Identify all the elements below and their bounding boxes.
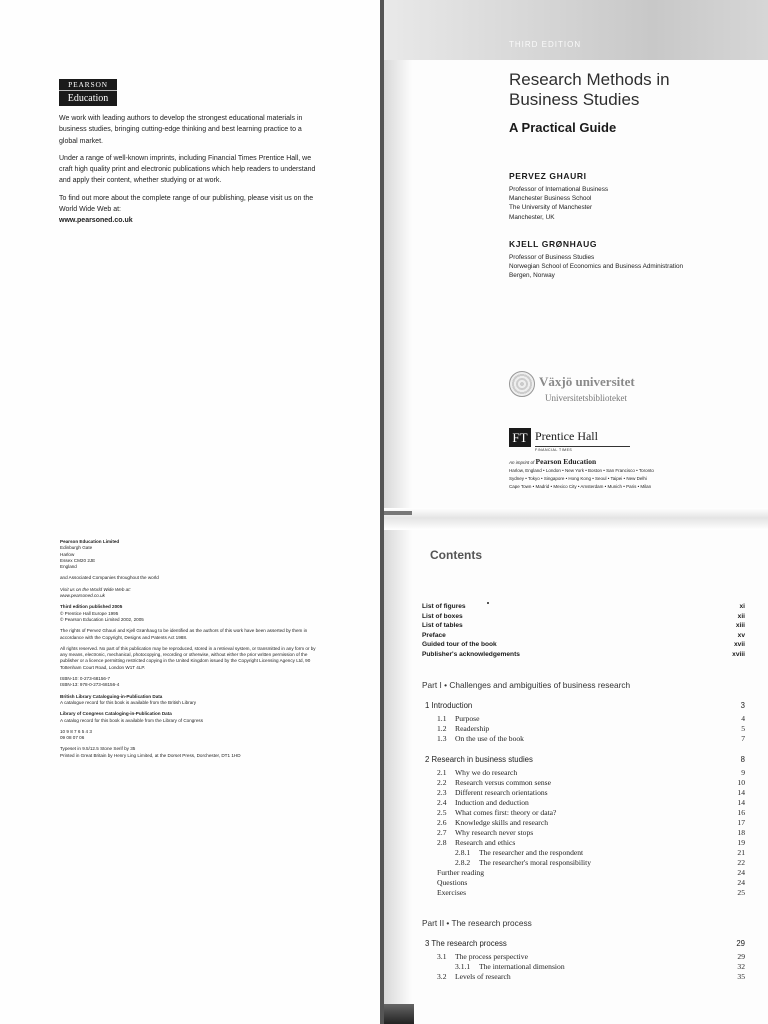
toc-page: 18: [737, 828, 745, 837]
company-name: Pearson Education Limited: [60, 539, 120, 544]
book-gutter: [380, 0, 384, 1024]
toc-page: 21: [737, 848, 745, 857]
section-label: Readership: [455, 724, 490, 733]
part-heading: Part II • The research process: [422, 918, 532, 928]
section-entry[interactable]: [422, 828, 745, 838]
section-label: Induction and deduction: [455, 798, 529, 807]
book-title: [509, 70, 759, 110]
section-label: Levels of research: [455, 972, 511, 981]
website-link[interactable]: www.pearsoned.co.uk: [59, 217, 133, 225]
section-label: Why we do research: [455, 768, 518, 777]
toc-page: 24: [737, 878, 745, 887]
page-divider: [384, 511, 412, 515]
toc-page: 25: [737, 888, 745, 897]
title-line: Research Methods in: [509, 70, 670, 89]
book-subtitle: A Practical Guide: [509, 120, 617, 135]
toc-page: 14: [737, 788, 745, 797]
toc-page: 7: [741, 734, 745, 743]
chapter-entry[interactable]: [422, 754, 745, 765]
toc-page: xi: [739, 603, 745, 610]
author-affiliation: The University of Manchester: [509, 204, 593, 212]
bl-text: A catalogue record for this book is available from the British Library: [60, 699, 197, 705]
toc-page: 16: [737, 808, 745, 817]
extra-label: Further reading: [437, 868, 485, 877]
city-list: Sydney • Tokyo • Singapore • Hong Kong • Seoul • Taipei • New Delhi: [509, 476, 647, 481]
section-number: 2.8.2: [455, 858, 471, 867]
print-line: 10 9 8 7 6 5 4 3: [60, 728, 92, 734]
section-entry[interactable]: [422, 714, 745, 724]
bl-title: British Library Cataloguing-in-Publication Data: [60, 693, 163, 699]
typeset-line: Typeset in 9.5/12.5 Stone Serif by 35: [60, 746, 136, 752]
toc-label: Guided tour of the book: [422, 641, 497, 648]
imprint-block: [509, 458, 719, 491]
toc-page: 24: [737, 868, 745, 877]
toc-label: Publisher's acknowledgements: [422, 650, 520, 658]
section-number: 1.2: [437, 724, 447, 733]
chapter-block: [422, 938, 745, 982]
toc-page: 8: [740, 755, 745, 764]
stamp-subtitle: Universitetsbiblioteket: [545, 393, 627, 403]
front-matter-list: [422, 602, 745, 659]
blurb-paragraph: [59, 193, 319, 227]
chapter-label: 2 Research in business studies: [425, 755, 533, 764]
section-entry[interactable]: [422, 724, 745, 734]
section-number: 2.5: [437, 808, 447, 817]
toc-entry[interactable]: [422, 612, 745, 622]
loc-title: Library of Congress Cataloging-in-Publication Data: [60, 711, 172, 717]
section-label: Knowledge skills and research: [455, 818, 548, 827]
section-entry[interactable]: [422, 808, 745, 818]
toc-page: 3: [740, 701, 745, 710]
section-label: Research versus common sense: [455, 778, 551, 787]
section-label: Research and ethics: [455, 838, 516, 847]
toc-page: 29: [737, 952, 745, 961]
edition-label: THIRD EDITION: [509, 40, 582, 49]
section-label: Purpose: [455, 714, 480, 723]
toc-label: Preface: [422, 631, 446, 639]
section-entry[interactable]: [422, 734, 745, 744]
toc-page: xv: [737, 631, 745, 639]
address-line: Edinburgh Gate: [60, 545, 93, 551]
stamp-name: Växjö universitet: [539, 374, 635, 389]
toc-page: 17: [737, 818, 745, 827]
print-line: 09 08 07 06: [60, 735, 85, 741]
rights-reserved: All rights reserved. No part of this publication may be reproduced, stored in a retrieval system, or transmitted in any form or by any means, electronic, mechanical, photocopying, recording or otherwise, without either the prior written permission of the publisher or a licence permitting restricted copying in the United Kingdom issued by the Copyright Licensing Agency Ltd, 90 Tottenham Court Road, London W1T 4LP.: [60, 645, 316, 670]
page-divider: [384, 508, 768, 530]
address-line: Essex CM20 2JE: [60, 557, 96, 563]
section-label: The international dimension: [479, 962, 565, 971]
contents-heading: Contents: [430, 548, 482, 562]
chapter-entry[interactable]: [422, 700, 745, 711]
section-number: 2.7: [437, 828, 447, 837]
toc-entry[interactable]: [422, 621, 745, 631]
chapter-block: [422, 754, 745, 898]
toc-page: 35: [737, 972, 745, 981]
section-entry[interactable]: [422, 798, 745, 808]
toc-entry[interactable]: [422, 602, 745, 612]
copyright-line: © Prentice Hall Europe 1995: [60, 610, 119, 616]
section-entry[interactable]: [422, 952, 745, 962]
address-line: Harlow: [60, 551, 75, 557]
publisher-name: Prentice Hall: [535, 429, 598, 443]
section-entry[interactable]: [422, 838, 745, 848]
section-number: 3.2: [437, 972, 447, 981]
blurb-text: To find out more about the complete range of our publishing, please visit us on the World Wide Web at:: [59, 194, 314, 214]
toc-label: List of tables: [422, 622, 463, 629]
chapter-label: 1 Introduction: [425, 701, 473, 710]
section-number: 2.4: [437, 798, 447, 807]
section-number: 2.2: [437, 778, 447, 787]
loc-text: A catalog record for this book is available from the Library of Congress: [60, 717, 203, 723]
toc-entry[interactable]: [422, 650, 745, 660]
city-list: Harlow, England • London • New York • Boston • San Francisco • Toronto: [509, 468, 654, 473]
toc-page: 4: [741, 714, 745, 723]
toc-page: 22: [737, 858, 745, 867]
author-affiliation: Professor of Business Studies: [509, 254, 595, 261]
section-label: The researcher's moral responsibility: [479, 858, 592, 867]
seal-icon: [509, 371, 535, 397]
toc-label: List of boxes: [422, 612, 463, 620]
subsection-entry[interactable]: [422, 858, 745, 868]
author-rights: The rights of Pervez Ghauri and Kjell Grønhaug to be identified as the authors of this work have been asserted by them in accordance with the Copyright, Designs and Patents Act 1988.: [60, 628, 308, 640]
toc-page: 19: [737, 838, 745, 847]
blurb-paragraph: We work with leading authors to develop the strongest educational materials in business studies, bringing cutting-edge thinking and best learning practice to a global market.: [59, 115, 303, 145]
scan-shadow: [384, 0, 768, 60]
section-number: 2.8.1: [455, 848, 471, 857]
author-block: [509, 239, 759, 281]
section-label: Why research never stops: [455, 828, 534, 837]
toc-page: xviii: [732, 650, 745, 658]
toc-page: 14: [737, 798, 745, 807]
copyright-block: [60, 539, 320, 759]
logo-line2: Education: [67, 93, 109, 104]
author-affiliation: Manchester, UK: [509, 213, 555, 221]
toc-page: xiii: [735, 622, 745, 629]
section-label: The researcher and the respondent: [479, 848, 584, 857]
author-block: [509, 171, 759, 222]
scan-shadow: [384, 1004, 414, 1024]
section-entry[interactable]: [422, 778, 745, 788]
publisher-subname: FINANCIAL TIMES: [535, 446, 630, 452]
printed-line: Printed in Great Britain by Henry Ling Limited, at the Dorset Press, Dorchester, DT1 1HD: [60, 752, 241, 758]
section-entry[interactable]: [422, 972, 745, 982]
author-affiliation: Manchester Business School: [509, 195, 592, 203]
toc-page: 32: [737, 962, 745, 971]
toc-page: 29: [736, 939, 745, 948]
toc-page: xii: [737, 612, 745, 620]
web-line: Visit us on the World Wide Web at:: [60, 586, 131, 592]
subsection-entry[interactable]: [422, 848, 745, 858]
subsection-entry[interactable]: [422, 962, 745, 972]
toc-page: 10: [737, 778, 745, 787]
edition-line: Third edition published 2005: [60, 604, 123, 610]
section-number: 2.1: [437, 768, 447, 777]
ft-logo: FT: [509, 428, 531, 447]
isbn-13: ISBN-13: 978-0-273-68156-4: [60, 682, 120, 688]
section-label: On the use of the book: [455, 734, 524, 743]
author-affiliation: Norwegian School of Economics and Business Administration: [509, 263, 684, 271]
author-name: KJELL GRØNHAUG: [509, 239, 598, 249]
imprint-label: An imprint of: [509, 460, 535, 465]
section-number: 2.3: [437, 788, 447, 797]
web-link[interactable]: www.pearsoned.co.uk: [60, 593, 105, 599]
toc-label: List of figures: [422, 603, 466, 610]
section-number: 1.3: [437, 734, 447, 743]
chapter-label: 3 The research process: [425, 939, 507, 948]
section-number: 3.1: [437, 952, 447, 961]
extra-label: Exercises: [437, 888, 467, 897]
logo-line1: PEARSON: [59, 79, 117, 91]
isbn-10: ISBN-10: 0-273-68156-7: [60, 676, 111, 682]
section-entry[interactable]: [422, 818, 745, 828]
toc-entry[interactable]: [422, 640, 745, 650]
toc-entry[interactable]: [422, 631, 745, 641]
city-list: Cape Town • Madrid • Mexico City • Amsterdam • Munich • Paris • Milan: [509, 484, 652, 489]
section-label: What comes first: theory or data?: [455, 808, 557, 817]
toc-page: 5: [741, 724, 745, 733]
extra-entry[interactable]: [422, 868, 745, 878]
section-number: 3.1.1: [455, 962, 471, 971]
part-heading: Part I • Challenges and ambiguities of business research: [422, 680, 631, 690]
section-number: 1.1: [437, 714, 447, 723]
section-entry[interactable]: [422, 788, 745, 798]
address-line: England: [60, 564, 77, 570]
author-affiliation: Bergen, Norway: [509, 272, 555, 280]
copyright-line: © Pearson Education Limited 2002, 2005: [60, 616, 144, 622]
blurb-paragraph: Under a range of well-known imprints, including Financial Times Prentice Hall, we craft high quality print and electronic publications which help readers to understand and apply their content, whether studying or at work.: [59, 154, 316, 185]
associated-companies: and Associated Companies throughout the world: [60, 575, 159, 581]
pearson-logo: [59, 79, 117, 106]
section-number: 2.6: [437, 818, 447, 827]
section-label: Different research orientations: [455, 788, 548, 797]
section-label: The process perspective: [455, 952, 528, 961]
title-line: Business Studies: [509, 90, 640, 109]
author-name: PERVEZ GHAURI: [509, 171, 587, 181]
chapter-entry[interactable]: [422, 938, 745, 949]
imprint-name: Pearson Education: [535, 457, 597, 466]
library-stamp: [509, 371, 669, 411]
extra-entry[interactable]: [422, 888, 745, 898]
extra-entry[interactable]: [422, 878, 745, 888]
section-entry[interactable]: [422, 768, 745, 778]
chapter-block: [422, 700, 745, 744]
extra-label: Questions: [437, 878, 468, 887]
section-number: 2.8: [437, 838, 447, 847]
toc-page: xvii: [734, 641, 745, 648]
author-affiliation: Professor of International Business: [509, 186, 609, 193]
publisher-blurb: [59, 113, 319, 233]
toc-page: 9: [741, 768, 745, 777]
scan-shadow: [384, 60, 412, 1024]
